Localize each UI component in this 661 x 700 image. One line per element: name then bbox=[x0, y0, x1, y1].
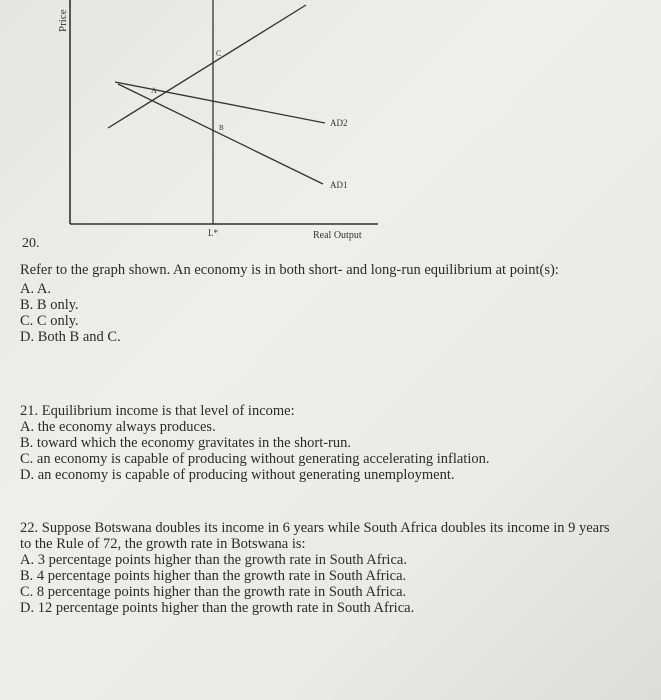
question-22-stem-line-2: to the Rule of 72, the growth rate in Botswana is: bbox=[20, 536, 306, 552]
point-a-label: A bbox=[151, 86, 157, 95]
question-20 bbox=[20, 262, 559, 345]
question-22-option-b[interactable]: B. 4 percentage points higher than the growth rate in South Africa. bbox=[20, 568, 407, 584]
question-21 bbox=[20, 403, 489, 483]
question-20-number: 20. bbox=[22, 236, 40, 251]
sras-line bbox=[108, 5, 306, 128]
x-axis-label: Real Output bbox=[313, 230, 362, 241]
question-20-stem: Refer to the graph shown. An economy is in both short- and long-run equilibrium at point(s): bbox=[20, 262, 559, 278]
question-20-option-a[interactable]: A. A. bbox=[20, 281, 52, 297]
question-21-stem: 21. Equilibrium income is that level of income: bbox=[20, 403, 295, 419]
ad1-line bbox=[118, 84, 323, 184]
question-22-option-d[interactable]: D. 12 percentage points higher than the growth rate in South Africa. bbox=[20, 600, 415, 616]
question-22-option-a[interactable]: A. 3 percentage points higher than the growth rate in South Africa. bbox=[20, 552, 407, 568]
question-20-option-b[interactable]: B. B only. bbox=[20, 297, 79, 313]
y-axis-label: Price bbox=[57, 9, 69, 32]
question-21-option-a[interactable]: A. the economy always produces. bbox=[20, 419, 216, 435]
question-22-stem-line-1: 22. Suppose Botswana doubles its income in 6 years while South Africa doubles its income in 9 years bbox=[20, 520, 610, 536]
ad2-label: AD2 bbox=[330, 118, 348, 128]
point-c-label: C bbox=[216, 49, 222, 58]
question-20-option-d[interactable]: D. Both B and C. bbox=[20, 329, 121, 345]
question-21-option-b[interactable]: B. toward which the economy gravitates in the short-run. bbox=[20, 435, 352, 451]
question-22-option-c[interactable]: C. 8 percentage points higher than the growth rate in South Africa. bbox=[20, 584, 407, 600]
question-20-option-c[interactable]: C. C only. bbox=[20, 313, 79, 329]
question-22 bbox=[20, 520, 610, 616]
ad1-label: AD1 bbox=[330, 180, 348, 190]
lras-label: L* bbox=[208, 228, 218, 238]
point-b-label: B bbox=[219, 124, 224, 132]
question-21-option-c[interactable]: C. an economy is capable of producing without generating accelerating inflation. bbox=[20, 451, 490, 467]
question-21-option-d[interactable]: D. an economy is capable of producing without generating unemployment. bbox=[20, 467, 455, 483]
ad2-line bbox=[115, 82, 325, 123]
ad-as-graph bbox=[0, 0, 661, 260]
